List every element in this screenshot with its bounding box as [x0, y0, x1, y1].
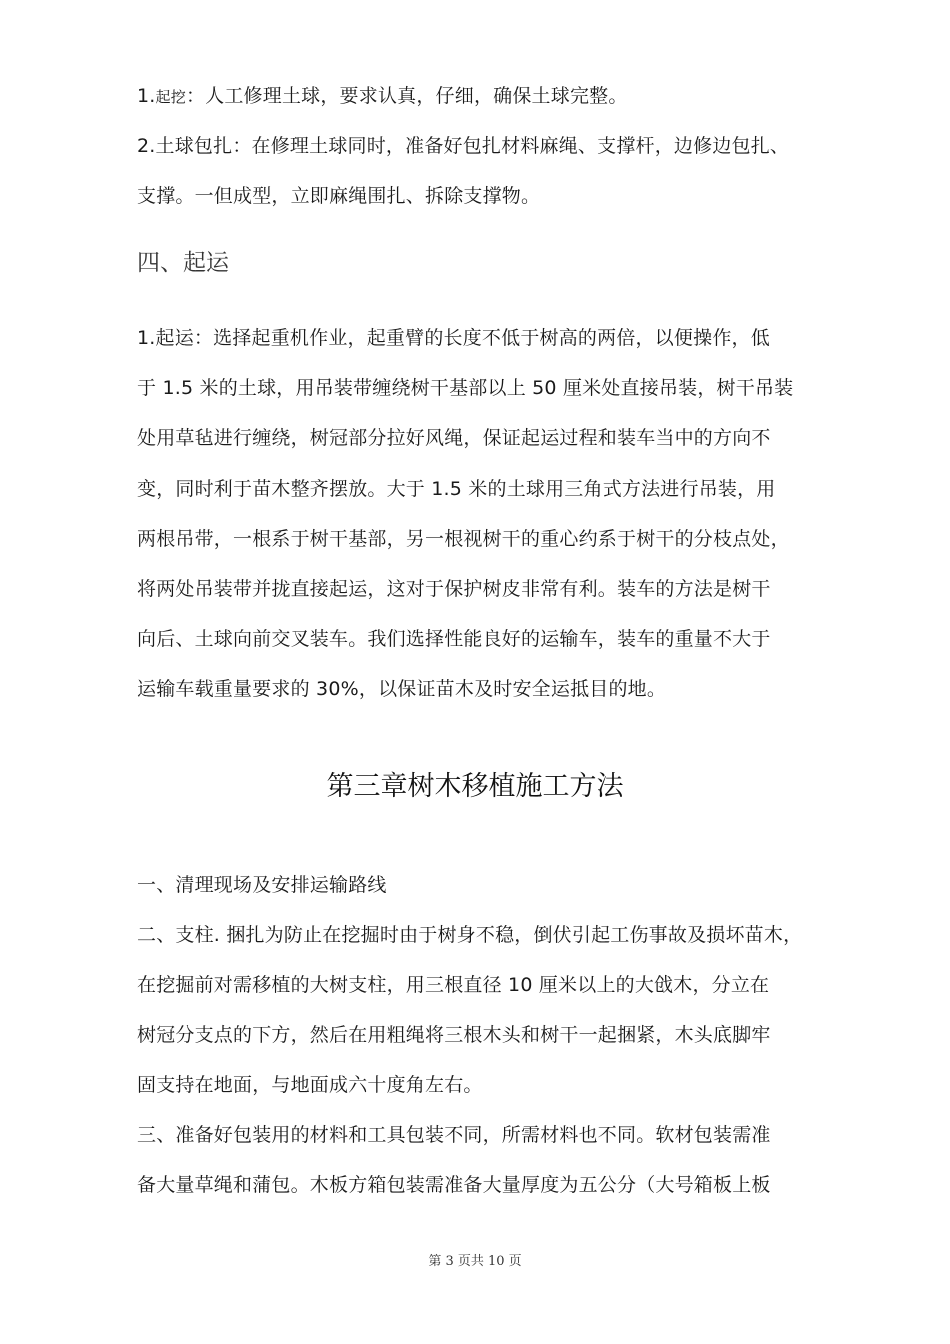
- page-footer: 第 3 页共 10 页: [428, 1254, 522, 1269]
- paragraph-line: 向后、土球向前交叉装车。我们选择性能良好的运输车，装车的重量不大于: [137, 628, 771, 650]
- paragraph-line: 于 1.5 米的土球，用吊装带缠绕树干基部以上 50 厘米处直接吊装，树干吊装: [137, 377, 794, 399]
- section-heading: 四、起运: [137, 250, 229, 276]
- paragraph-line: 1.起运：选择起重机作业，起重臂的长度不低于树高的两倍，以便操作，低: [137, 327, 770, 349]
- paragraph-line: 三、准备好包装用的材料和工具包装不同，所需材料也不同。软材包装需准: [137, 1124, 771, 1146]
- paragraph-line: 将两处吊装带并拢直接起运，这对于保护树皮非常有利。装车的方法是树干: [137, 578, 771, 600]
- paragraph-line: 处用草毡进行缠绕，树冠部分拉好风绳，保证起运过程和装车当中的方向不: [137, 427, 771, 449]
- item-qiwa: [137, 84, 628, 109]
- paragraph-line: 运输车载重量要求的 30%，以保证苗木及时安全运抵目的地。: [137, 678, 667, 700]
- item-number: 1.: [137, 85, 156, 107]
- paragraph-line: 二、支柱. 捆扎为防止在挖掘时由于树身不稳，倒伏引起工伤事故及损坏苗木，: [137, 924, 803, 946]
- paragraph-line: 支撑。一但成型，立即麻绳围扎、拆除支撑物。: [137, 185, 541, 207]
- paragraph-line: 在挖掘前对需移植的大树支柱，用三根直径 10 厘米以上的大戗木，分立在: [137, 974, 770, 996]
- paragraph-line: 两根吊带，一根系于树干基部，另一根视树干的重心约系于树干的分枝点处，: [137, 528, 790, 550]
- item-text: ：人工修理土球，要求认真，仔细，确保土球完整。: [185, 85, 628, 107]
- item-label: 起挖: [155, 88, 186, 106]
- paragraph-line: 树冠分支点的下方，然后在用粗绳将三根木头和树干一起捆紧，木头底脚牢: [137, 1024, 771, 1046]
- paragraph-line: 固支持在地面，与地面成六十度角左右。: [137, 1074, 483, 1096]
- paragraph-line: 备大量草绳和蒲包。木板方箱包装需准备大量厚度为五公分（大号箱板上板: [137, 1174, 771, 1196]
- paragraph-line: 变，同时利于苗木整齐摆放。大于 1.5 米的土球用三角式方法进行吊装，用: [137, 478, 776, 500]
- paragraph-line: 2.土球包扎：在修理土球同时，准备好包扎材料麻绳、支撑杆，边修边包扎、: [137, 135, 790, 157]
- chapter-title: 第三章树木移植施工方法: [326, 771, 624, 802]
- paragraph-line: 一、清理现场及安排运输路线: [137, 874, 387, 896]
